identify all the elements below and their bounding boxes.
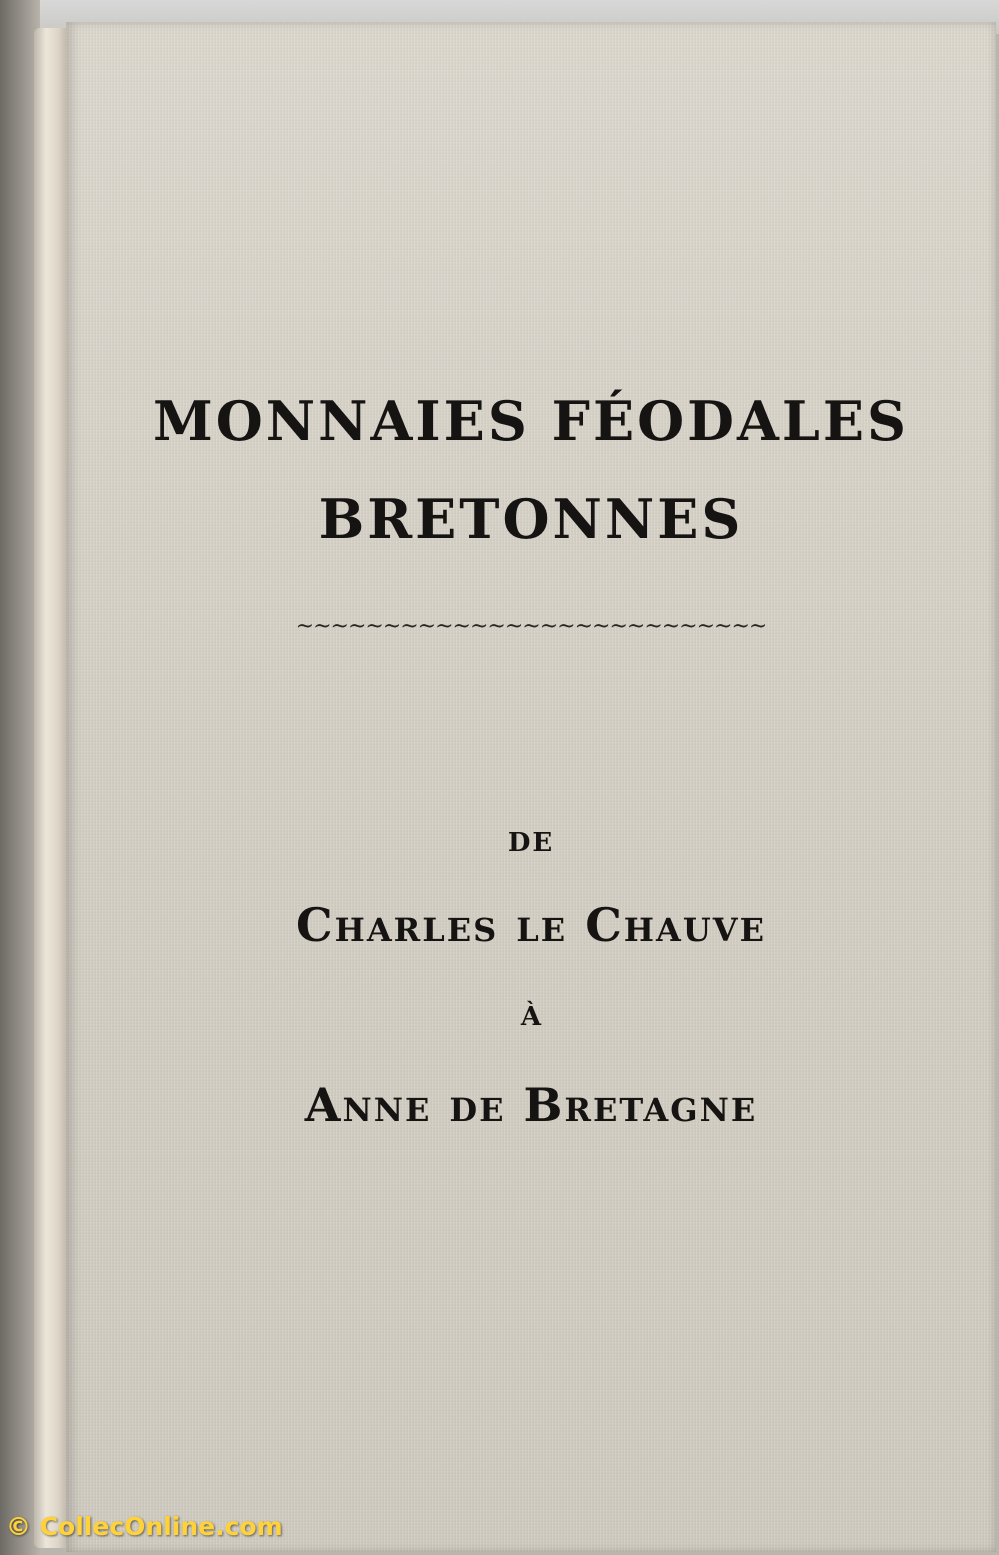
name-anne-de-bretagne: Anne de Bretagne <box>304 1078 758 1132</box>
name-charles-le-chauve: Charles le Chauve <box>296 898 766 952</box>
word-a: À <box>520 1002 542 1032</box>
title-line-1: MONNAIES FÉODALES <box>152 389 910 453</box>
ornament-divider: ~~~~~~~~~~~~~~~~~~~~~~~~~~~ <box>295 614 767 639</box>
book-cover <box>66 22 996 1552</box>
watermark: © CollecOnline.com <box>6 1512 283 1541</box>
title-line-2: BRETONNES <box>318 487 744 551</box>
word-de: DE <box>507 828 555 858</box>
